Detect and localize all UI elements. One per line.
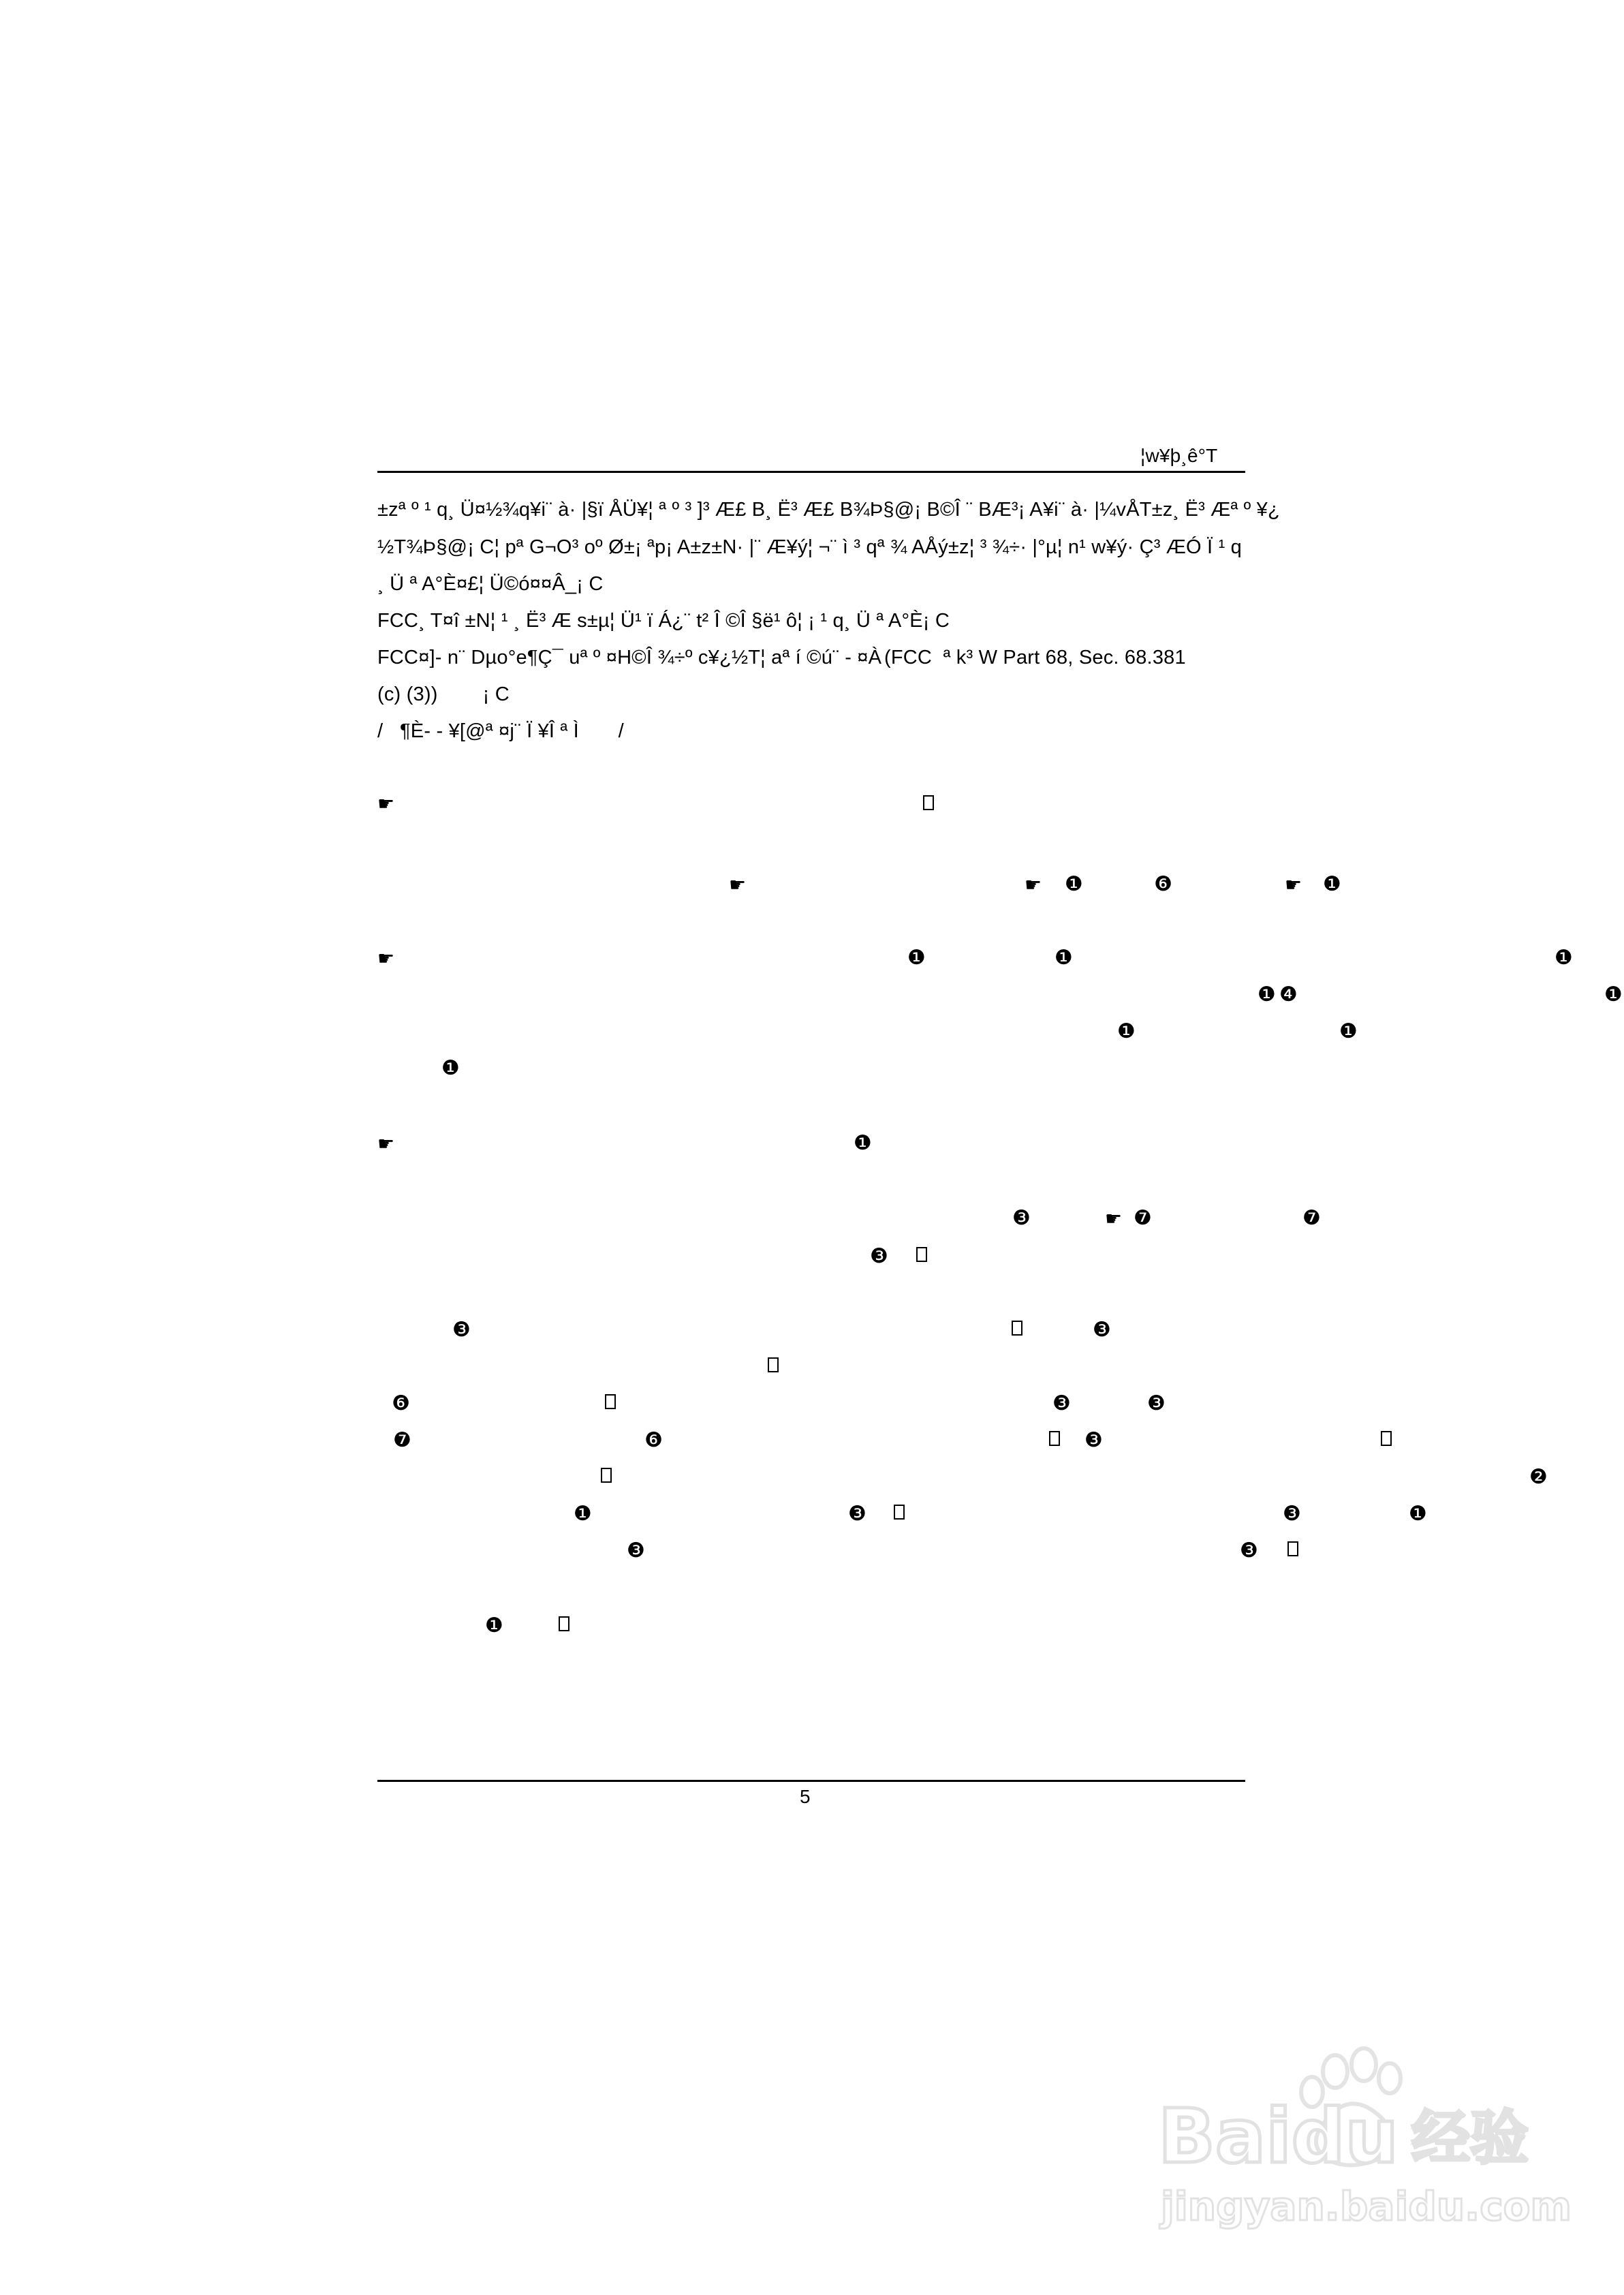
pointing-hand-icon: ☛ (377, 792, 395, 815)
page-number: 5 (800, 1786, 811, 1807)
missing-glyph-box (916, 1247, 927, 1262)
circled-number-1-icon: ❶ (574, 1502, 592, 1526)
circled-number-3-icon: ❸ (1147, 1391, 1166, 1415)
circled-number-1-icon: ❶ (1258, 983, 1276, 1006)
circled-number-7-icon: ❼ (1302, 1206, 1321, 1230)
baidu-jingyan-watermark (1151, 2024, 1572, 2230)
circled-number-3-icon: ❸ (1084, 1428, 1103, 1452)
watermark-cn: 经验 (1411, 2104, 1529, 2172)
circled-number-1-icon: ❶ (1065, 872, 1083, 896)
circled-number-6-icon: ❻ (1154, 872, 1172, 896)
missing-glyph-box (923, 795, 934, 810)
circled-number-1-icon: ❶ (485, 1614, 503, 1637)
missing-glyph-box (768, 1357, 779, 1372)
circled-number-3-icon: ❸ (1093, 1318, 1111, 1342)
circled-number-1-icon: ❶ (1555, 946, 1573, 970)
body-line-5: FCC¤]- n¨ Dµo°e¶Ç¯ uª º ¤H©Î ¾÷º c¥¿½T¦ aª í ©ú¨ - ¤À (377, 647, 882, 668)
pointing-hand-icon: ☛ (1285, 874, 1302, 896)
circled-number-1-icon: ❶ (441, 1056, 460, 1080)
circled-number-7-icon: ❼ (1134, 1206, 1152, 1230)
body-line-6: (c) (3)) ¡ C (377, 683, 510, 705)
fcc-reference: (FCC ª k³ W Part 68, Sec. 68.381 (884, 647, 1186, 668)
circled-number-3-icon: ❸ (1283, 1502, 1301, 1526)
body-line-2: ½T¾Þ§@¡ C¦ pª G¬O³ oº Ø±¡ ªp¡ A±z±N· |¨ Æ¥ý¦ ¬¨ ì ³ qª ¾ AÅý±z¦ ³ ¾÷· |°µ¦ n¹ w¥ý· Ç³ ÆÓ Ï ¹ q (377, 536, 1243, 558)
missing-glyph-box (605, 1394, 616, 1409)
circled-number-1-icon: ❶ (907, 946, 926, 970)
circled-number-1-icon: ❶ (1323, 872, 1341, 896)
header-rule (377, 471, 1245, 473)
missing-glyph-box (601, 1468, 612, 1483)
body-line-3: ¸ Ü ª A°È¤£¦ Ü©ó¤¤Â_¡ C (377, 573, 604, 595)
pointing-hand-icon: ☛ (377, 1133, 395, 1155)
pointing-hand-icon: ☛ (729, 874, 747, 896)
circled-number-1-icon: ❶ (1604, 983, 1623, 1006)
body-line-7: / ¶È- - ¥[@ª ¤j¨ Ï ¥Î ª Ì / (377, 720, 624, 742)
footer-rule (377, 1780, 1245, 1782)
circled-number-4-icon: ❹ (1279, 983, 1298, 1006)
circled-number-1-icon: ❶ (1409, 1502, 1427, 1526)
circled-number-1-icon: ❶ (1117, 1019, 1136, 1043)
circled-number-3-icon: ❸ (870, 1244, 888, 1268)
circled-number-2-icon: ❷ (1529, 1465, 1548, 1489)
missing-glyph-box (894, 1505, 905, 1520)
circled-number-3-icon: ❸ (1052, 1391, 1071, 1415)
watermark-brand: Baidu (1158, 2093, 1399, 2180)
body-line-4: FCC¸ T¤î ±N¦ ¹ ¸ Ë³ Æ s±µ¦ Ü¹ ï Á¿¨ t² Î ©Î §ë¹ ô¦ ¡ ¹ q¸ Ü ª A°È¡ C (377, 610, 950, 632)
body-line-1: ±zª º ¹ q¸ Ü¤½¾q¥i¨ à· |§ï ÅÜ¥¦ ª º ³ ]³ Æ£ B¸ Ë³ Æ£ B¾Þ§@¡ B©Î ¨ BÆ³¡ A¥i¨ à· |¼vÅT±z¸ Ë³ Æª º ¥¿ (377, 499, 1280, 521)
circled-number-3-icon: ❸ (1240, 1539, 1258, 1562)
missing-glyph-box (1381, 1431, 1392, 1446)
missing-glyph-box (1287, 1541, 1298, 1556)
circled-number-6-icon: ❻ (392, 1391, 410, 1415)
missing-glyph-box (1049, 1431, 1060, 1446)
circled-number-3-icon: ❸ (627, 1539, 645, 1562)
pointing-hand-icon: ☛ (1025, 874, 1042, 896)
running-header: ¦w¥þ¸ê°T (1140, 445, 1218, 466)
pointing-hand-icon: ☛ (377, 947, 395, 970)
circled-number-6-icon: ❻ (644, 1428, 663, 1452)
pointing-hand-icon: ☛ (1105, 1207, 1123, 1230)
missing-glyph-box (559, 1616, 569, 1631)
watermark-url: jingyan.baidu.com (1161, 2183, 1572, 2230)
missing-glyph-box (1012, 1321, 1022, 1336)
circled-number-1-icon: ❶ (854, 1131, 872, 1155)
circled-number-3-icon: ❸ (848, 1502, 866, 1526)
circled-number-1-icon: ❶ (1339, 1019, 1358, 1043)
circled-number-3-icon: ❸ (452, 1318, 471, 1342)
circled-number-3-icon: ❸ (1012, 1206, 1031, 1230)
circled-number-7-icon: ❼ (393, 1428, 411, 1452)
circled-number-1-icon: ❶ (1055, 946, 1073, 970)
